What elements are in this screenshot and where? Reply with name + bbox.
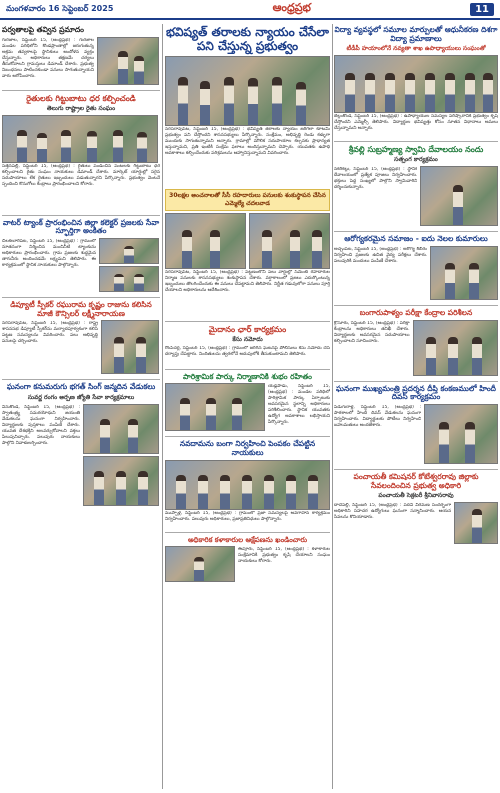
article-headline: వాటర్ ట్యాంక్ ప్రారంభించిన జిల్లా కలెక్టర్ ప్రజలకు సేవా స్ఫూర్తిగా అంకితం (2, 217, 160, 236)
article-headline: ఘనంగా కనుమరుగు భగత్ సింగ్ జన్మదిన వేడుకలు (6, 382, 156, 392)
article-photo (165, 546, 235, 582)
article-headline: నవదామను బంగా నిర్వహించి పెంపకం చేపట్టిన నాయకులు (179, 439, 316, 458)
article-photo (165, 213, 246, 269)
article-headline: ఘనంగా ముఖ్యమంత్రి ప్రదర్శన దీప్తి కంకణములో హిందీ దివస్ కార్యక్రమం (336, 383, 496, 402)
masthead (0, 0, 500, 20)
lead-headline: భవిష్యత్ తరాలకు న్యాయం చేసేలా పని చేస్తున్న ప్రభుత్వం (166, 25, 329, 53)
column-right (334, 24, 498, 789)
article-subhead: టీడీపీ హయాంలోనే నవ్యతా శాఖ ఉపాధ్యాయులు సంఘంతో (346, 45, 486, 53)
article-subhead: కేసు నమోదు (232, 335, 263, 343)
article-body: ముప్పాళ్ల, సెప్టెంబర్ 15, (ఆంధ్రప్రభ) : గ్రామంలో ప్రజా సమస్యలపై అవగాహన కార్యక్రమం నిర్వహించారు. పలువురు అధికారులు, ప్రజాప్రతినిధులు పాల్గొన్నారు. (165, 510, 330, 522)
article-photo (83, 456, 159, 506)
article-body: నరసరావుపేట, సెప్టెంబర్ 15, (ఆంధ్రప్రభ) : పట్టణంలోని పలు వార్డుల్లో సిమెంట్ రహదారుల నిర్మాణ పనులకు శాసనసభ్యులు శంకుస్థాపన చేశారు. వర్షాకాలంలో ప్రజలు ఎదుర్కొంటున్న ఇబ్బందులు తొలగించేందుకు ఈ పనులు చేపట్టామని తెలిపారు. నిర్ణీత గడువులోగా పనులు పూర్తి చేయాలని అధికారులను ఆదేశించారు. (165, 269, 330, 293)
article-headline: శ్రీవల్లి సుబ్రహ్మణ్య స్వామి దేవాలయం నందు (348, 145, 484, 155)
article-photo (165, 383, 265, 431)
column-left (2, 24, 160, 789)
article-body: సత్తెనపల్లి, సెప్టెంబర్ 15, (ఆంధ్రప్రభ) : రైతులు పండించిన పంటలకు గిట్టుబాటు ధర కల్పించాలని రైతు సంఘం నాయకులు డిమాండ్ చేశారు. మార్కెట్ యార్డుల్లో సరైన సదుపాయాలు లేక రైతులు ఇబ్బందులు పడుతున్నారని పేర్కొన్నారు. ప్రభుత్వం వెంటనే స్పందించి కొనుగోలు కేంద్రాలు ప్రారంభించాలని కోరారు. (2, 163, 160, 187)
column-divider (332, 24, 333, 789)
article-headline: పారిశ్రామిక పార్కు నిర్మాణానికి శుభం రహితం (182, 371, 312, 381)
article-headline: ఆరోగ్యకరమైన సమాజం - ఐదు నెలల కుమారులు (344, 234, 488, 244)
article-headline: మైదానం ఛార్ కార్యక్రమం (208, 324, 287, 334)
article-photo (101, 320, 159, 374)
article-body: దాచేపల్లి, సెప్టెంబర్ 15, (ఆంధ్రప్రభ) : పదవీ విరమణ సందర్భంగా అధికారిని సహచర ఉద్యోగులు ఘనంగా సన్మానించారు. ఆయన సేవలను కొనియాడారు. (334, 503, 452, 521)
newspaper-name: ఆంధ్రప్రభ (272, 1, 311, 14)
article-photo (2, 115, 158, 163)
article-headline: అధికారిక కళాకారుల ఆక్షేపణను ఖండించారు (187, 535, 308, 544)
edition-date: మంగళవారం 16 సెప్టెంబర్ 2025 (6, 3, 114, 13)
article-headline: రైతులకు గిట్టుబాటు ధర కల్పించండి (26, 93, 136, 103)
article-subhead: సువర్ణ రంగం అర్పణ జ్యోతి సేవా కార్యక్రమాలు (27, 393, 135, 401)
article-body: పిడుగురాళ్ల, సెప్టెంబర్ 15, (ఆంధ్రప్రభ) : పాఠశాలలో హిందీ దివస్ వేడుకలను ఘనంగా నిర్వహించారు. విద్యార్థులకు పోటీలు నిర్వహించి బహుమతులు అందజేశారు. (334, 404, 422, 428)
article-body: అచ్చంపేట, సెప్టెంబర్ 15, (ఆంధ్రప్రభ) : ఆరోగ్య శిబిరం నిర్వహించి ప్రజలకు ఉచిత వైద్య పరీక్షలు చేశారు. పలువురికి మందులు పంపిణీ చేశారు. (334, 247, 428, 265)
article-headline: విద్యా వ్యవస్థలో సమూల మార్పులతో ఆధునీకరణ దిశగా విద్యా ప్రమాణాలు (334, 25, 498, 43)
page-number: 11 (470, 3, 494, 16)
article-body: క్రోసూరు, సెప్టెంబర్ 15, (ఆంధ్రప్రభ) : పరీక్షా కేంద్రాలను అధికారులు తనిఖీ చేశారు. విద్యార్థులకు అవసరమైన సదుపాయాలు కల్పించాలని సూచించారు. (334, 320, 410, 344)
article-body: నరసరావుపేట, సెప్టెంబర్ 15, (ఆంధ్రప్రభ) : రాష్ట్ర శాసనసభ డిప్యూటీ స్పీకర్‌ను మర్యాదపూర్వకంగా కలిసి పట్టణ సమస్యలను వివరించారు. పలు అభివృద్ధి పనులపై చర్చించారు. (2, 321, 98, 345)
article-body: వినుకొండ, సెప్టెంబర్ 15, (ఆంధ్రప్రభ) : స్వాతంత్ర్య సమరయోధుని జయంతి వేడుకలను ఘనంగా నిర్వహించారు. విద్యార్థులకు పుస్తకాలు పంపిణీ చేశారు. యువత దేశభక్తిని అలవర్చుకోవాలని వక్తలు పిలుపునిచ్చారు. పలువురు నాయకులు పాల్గొని నివాళులర్పించారు. (2, 404, 80, 446)
column-center (165, 24, 330, 789)
article-body: బెల్లంకొండ, సెప్టెంబర్ 15, (ఆంధ్రప్రభ) : ఉపాధ్యాయుల సమస్యల పరిష్కారానికి ప్రభుత్వం కృషి చేస్తోందని ఎమ్మెల్సీ తెలిపారు. విద్యార్థుల భవిష్యత్తు కోసం నూతన విధానాలు అమలు చేస్తున్నామని అన్నారు. (334, 114, 498, 132)
article-photo (249, 213, 330, 269)
article-body: చిలకలూరిపేట, సెప్టెంబర్ 15, (ఆంధ్రప్రభ) : గ్రామంలో నూతనంగా నిర్మించిన మంచినీటి ట్యాంకును అధికారులు ప్రారంభించారు. గ్రామ ప్రజలకు శుద్ధమైన తాగునీరు అందించడమే లక్ష్యమని తెలిపారు. ఈ కార్యక్రమంలో స్థానిక నాయకులు పాల్గొన్నారు. (2, 239, 96, 269)
article-headline: బంగారుపాళ్యం పరీక్షా కేంద్రాల పరిశీలన (359, 308, 473, 318)
highlight-banner: 30లక్షల అంచనాలతో సీసీ రహదారులు పనులకు శంకుస్థాపన చేసిన ఎమ్మెల్యే చదలవాడ (165, 189, 330, 211)
article-body: గురజాల, సెప్టెంబర్ 15, (ఆంధ్రప్రభ) : గురజాల మండల పరిధిలోని కొండప్రాంతాల్లో జరుగుతున్న అక్రమ తవ్వకాలపై స్థానికులు ఆందోళన వ్యక్తం చేస్తున్నారు. అధికారులు తక్షణమే చర్యలు తీసుకోవాలని గ్రామస్తులు డిమాండ్ చేశారు. ప్రభుత్వ నిబంధనలు పాటించకుండా పనులు సాగుతున్నాయని వారు ఆరోపించారు. (2, 37, 94, 79)
article-headline: పంచాయతీ కమిషనర్ కోటేశ్వరరావు జిల్లాకు సేవలందించిన ప్రభుత్వ అధికారి (353, 471, 479, 490)
article-subhead: సత్సంగ కార్యక్రమం (394, 156, 438, 164)
article-photo (99, 238, 159, 264)
article-body: రొంపిచర్ల, సెప్టెంబర్ 15, (ఆంధ్రప్రభ) : గ్రామంలో జరిగిన ఘటనపై పోలీసులు కేసు నమోదు చేసి దర్యాప్తు చేపట్టారు. నిందితులను త్వరలోనే అదుపులోకి తీసుకుంటామని తెలిపారు. (165, 345, 330, 357)
article-photo (83, 404, 159, 454)
article-photo (165, 460, 330, 510)
portrait-photo (454, 502, 498, 544)
article-subhead: పంచాయతీ సెక్రటరీ శ్రీనివాసరావు (378, 492, 454, 500)
article-headline: డిప్యూటీ స్పీకర్ రఘురామ కృష్ణం రాజును కలిసిన మాజీ కౌన్సిలర్ లక్ష్మీనారాయణ (10, 300, 152, 318)
article-photo (99, 266, 159, 292)
article-body: ఈపూరు, సెప్టెంబర్ 15, (ఆంధ్రప్రభ) : కళాకారుల సంక్షేమానికి ప్రభుత్వం కృషి చేయాలని సంఘం నాయకులు కోరారు. (238, 546, 330, 564)
article-photo (334, 55, 498, 113)
article-headline: పర్వతాలపై తవ్విన ప్రమాదం (2, 25, 84, 34)
lead-photo (165, 56, 330, 126)
article-body: యడ్లపాడు, సెప్టెంబర్ 15, (ఆంధ్రప్రభ) : మండల పరిధిలో పారిశ్రామిక పార్కు ఏర్పాటుకు అవసరమైన స్థలాన్ని అధికారులు పరిశీలించారు. స్థానిక యువతకు ఉద్యోగ అవకాశాలు లభిస్తాయని పేర్కొన్నారు. (268, 384, 330, 426)
article-body: నకరికల్లు, సెప్టెంబర్ 15, (ఆంధ్రప్రభ) : స్థానిక దేవాలయంలో ప్రత్యేక పూజలు నిర్వహించారు. భక్తులు పెద్ద సంఖ్యలో పాల్గొని స్వామివారిని దర్శించుకున్నారు. (334, 167, 418, 191)
article-photo (420, 166, 498, 226)
column-divider (162, 24, 163, 789)
article-photo (430, 246, 498, 300)
article-body: నరసరావుపేట, సెప్టెంబర్ 15, (ఆంధ్రప్రభ) : భవిష్యత్ తరాలకు న్యాయం జరిగేలా కూటమి ప్రభుత్వం పని చేస్తోందని శాసనసభ్యులు పేర్కొన్నారు. సంక్షేమం, అభివృద్ధి రెండు కళ్ళుగా ముందుకు సాగుతున్నామని అన్నారు. గ్రామాల్లో మౌలిక సదుపాయాల కల్పనకు ప్రాధాన్యత ఇస్తున్నామని, ప్రతి ఇంటికి సంక్షేమ ఫలాలు అందిస్తున్నామని చెప్పారు. యువతకు ఉపాధి అవకాశాలు కల్పించేందుకు పరిశ్రమలను ఆహ్వానిస్తున్నామని వివరించారు. (165, 126, 330, 156)
article-photo (413, 320, 498, 376)
article-subhead: తెలుగు రాష్ట్రాల రైతు సంఘం (46, 104, 116, 112)
article-photo (424, 404, 498, 464)
article-photo (97, 37, 159, 85)
